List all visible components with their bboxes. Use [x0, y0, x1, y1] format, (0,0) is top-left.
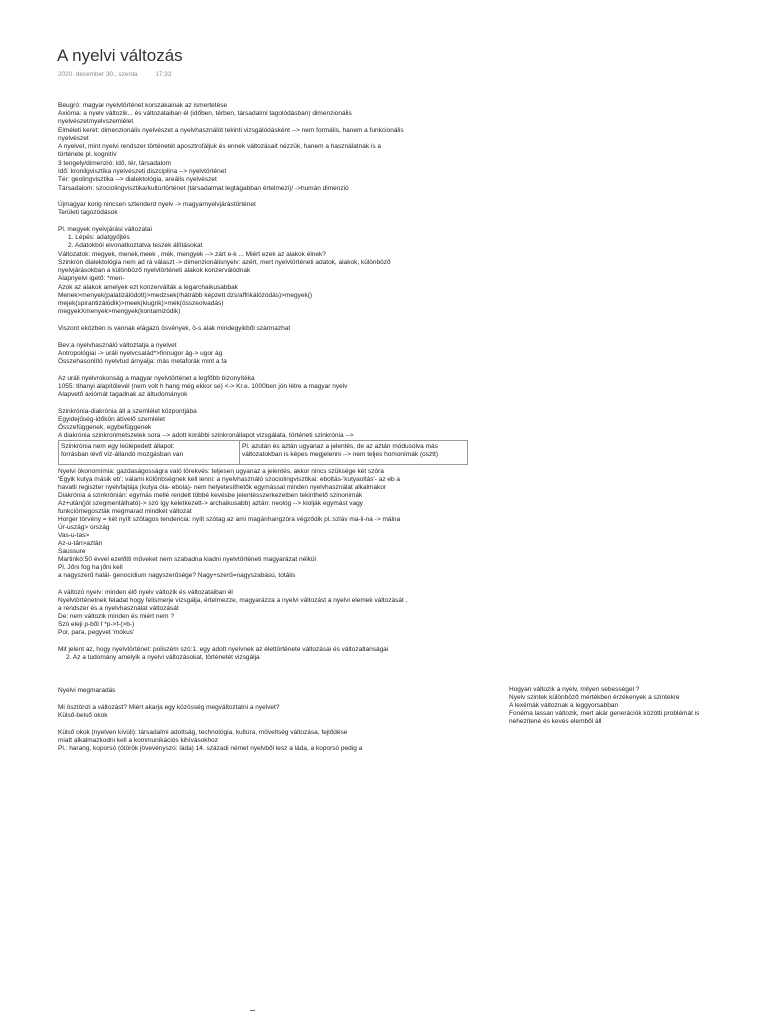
side-note-line: Hogyan változik a nyelv, milyen sebességel ? — [509, 686, 640, 693]
note-line: Bev:a nyelvhasználó változtatja a nyelvet — [58, 342, 177, 349]
side-note-line: nehezítené és kevés elemből áll — [509, 718, 602, 725]
page-footer-mark — [250, 1010, 255, 1011]
note-line: miatt alkalmazkodni kell a kommunikációs kihívásokhoz — [58, 737, 219, 744]
note-line: De: nem változik minden és miért nem ? — [58, 613, 174, 620]
note-line: Por, para, pegyvet 'mókus' — [58, 629, 135, 636]
note-line: Mi ösztönzi a változást? Miért akarja egy közösség megváltoztatni a nyelvet? — [58, 704, 280, 711]
note-line: Diakrónia a szinkrónián: egymás mellé rendelt többé kevésbe jelentésszerkezetben tekinthető szinonimák — [58, 492, 363, 499]
note-line: funkciómegoszták megmarad mindkét változat — [58, 508, 192, 515]
side-note-line: Nyelv szintek különböző mértékben érzékenyek a szintekre — [509, 694, 680, 701]
note-line: Az-u-tán>aztán — [58, 540, 103, 547]
list-item: 2. Az a tudomány amelyik a nyelvi változásokat, történetét vizsgálja — [66, 654, 260, 661]
note-line: 3 tengely/dimenzió: idő, tér, társadalom — [58, 160, 172, 167]
note-line: nyelvészet/nyelvszemlélet — [58, 118, 134, 125]
note-line: Viszont eközben is vannak elágazó ösvények, ö-s alak mindegyikből származhat — [58, 325, 291, 332]
side-note-line: A lexémák változnak a leggyorsabban — [509, 702, 619, 709]
note-line: Pl. megyek nyelvjárási változatai — [58, 226, 152, 233]
note-line: A nyelvet, mint nyelvi rendszer történetét aposztrofáljuk és ennek változásait nézzük, hanem a használatnak is a — [58, 143, 382, 150]
note-line: A változó nyelv: minden élő nyelv változik és változataiban él — [58, 589, 233, 596]
note-line: története pl. kognitív — [58, 151, 117, 158]
note-line: Alapnyelvi igető: *men- — [58, 275, 125, 282]
note-line: Külső-belső okok — [58, 712, 108, 719]
note-line: Menek>menyek(palatizálódott)>medzsek(/hátrább képzett dzs/affrikálózódás)>megyek() — [58, 292, 313, 299]
note-line: Antropológiai -> uráli nyelvcsalád*>finnugor ág-> ugor ág — [58, 350, 223, 357]
side-note-line: Fonéma lassan változik, mert akár generációk közötti problémát is — [509, 710, 700, 717]
note-line: Szinkrón dialektológia nem ad rá választ -> dimenzionálisnyelv: azért, mert nyelvtörténeti adatok, alakok, különböző — [58, 259, 391, 266]
section-heading: Nyelvi megmaradás — [58, 687, 116, 694]
table-cell-text: Pl. azután és aztán ugyanaz a jelentés, de az aztán módusolva más — [242, 443, 438, 450]
page-date: 2020. december 30., szerda — [58, 71, 138, 78]
note-line: megyekXmenyek>mengyek(kontamizódik) — [58, 308, 181, 315]
note-line: Pl.: harang, koporsó (ötörök jövevényszó: láda) 14. századi német nyelvből lesz a láda, a koporsó pedig a — [58, 745, 363, 752]
note-line: Beugró: magyar nyelvtörténet korszakainak az ismertetése — [58, 102, 228, 109]
note-line: Mit jelent az, hogy nyelvtörténet: poliszém szó:1. egy adott nyelvnek az élettörténete változásai és változatlanságai — [58, 646, 389, 653]
note-line: havatli regiszter nyelvfajtája (kutya óla- ebola)- nem helyetesíthetők egymással minden nyelvhasználat alkalmakor — [58, 484, 387, 491]
note-line: Axióma: a nyelv változik... és változataiban él (időben, térben, társadalmi tagolódásban) dimenzionális — [58, 110, 352, 117]
table-cell-text: forrásban lévő víz-állandó mozgásban van — [61, 451, 184, 458]
note-line: Külső okok (nyelven kívüli): társadalmi adottság, technológia, kultúra, műveltség változása, fejlődése — [58, 729, 348, 736]
note-line: Nyelvi ökonomímia: gazdaságosságra való törekvés: teljesen ugyanaz a jelentés, akkor nincs szüksége két szóra — [58, 468, 384, 475]
note-table — [58, 440, 468, 465]
note-line: a nagyszerű halál- genocídium nagyszerűsége? Nagy+szerű=nagyszabású, totális — [58, 572, 296, 579]
list-item: 1. Lépés: adatgyűjtés — [68, 234, 130, 241]
note-line: Idő: kronilgvisztika nyelvészeti diszciplína --> nyelvtörténet — [58, 168, 227, 175]
note-line: mejek(spirantizálódik)>meek(kiugrik)>mék(összeolvadás) — [58, 300, 224, 307]
note-line: A diakrónia szinkronmetszetek sora --> adott korábbi szinkronállapot vizsgálata, történeti szinkrónia --> — [58, 432, 354, 439]
note-line: Azok az alakok amelyek ezt konzerválták a legarchaikusabbak — [58, 284, 238, 291]
note-line: Az+után(jól szegmentálható)-> szó így keletkezett-> archaikusabb) aztán: neológ --> kiolják egymást vagy — [58, 500, 363, 507]
note-line: Szinkrónia-diakrónia áll a szemlélet központjába — [58, 408, 197, 415]
note-line: a rendszer és a nyelvhasználat változását — [58, 605, 179, 612]
note-line: Martinkó:50 évvel ezelőtti műveket nem szabadna kiadni nyelvtörténeti magyarázat nélkül — [58, 556, 316, 563]
note-line: Nyelvtörténetnek feladat hogy felismerje vizsgálja, értelmezze, magyarázza a nyelvi változást a nyelvi elemek változását , — [58, 597, 408, 604]
list-item: 2. Adatokból elvonatkoztatva teszek állításokat — [68, 242, 203, 249]
note-line: Úr-uszág> ország — [58, 524, 110, 531]
note-line: 1055: tihanyi alapítólevél (nem volt h hang még ekkor se) <-> Kr.e. 1000ben jön létre a magyar nyelv — [58, 383, 348, 390]
note-line: Újmagyar korig nincsen sztenderd nyelv -> magyarnyelvjárástörténet — [58, 201, 256, 208]
note-line: Változatok: megyek, menek,meek , mék, mengyek --> zárt e-k ... Miért ezek az alakok élnek? — [58, 251, 326, 258]
note-line: Társadalom: szociolingvisztika/kultúrtörténet (társadalmat legtágabban értelmezi)/ ->humán dimenzió — [58, 185, 349, 192]
note-line: Saussure — [58, 548, 86, 555]
note-line: Összehasonlító nyelvtud árnyalja: más metaforák mint a fa — [58, 358, 227, 365]
table-cell-text: Szinkrónia nem egy leülepedett állapot: — [61, 443, 175, 450]
note-line: 'Egyik kutya másik eb': valami különbségnek kell lenni: a nyelvhasználó szociolingvisztikai: eboltás-'kutyaoltás'- az eb a — [58, 476, 401, 483]
note-line: Pl. Jőni fog ha jőni kell — [58, 564, 123, 571]
note-line: Az uráli nyelvrokonság a magyar nyelvtörténet a legfőbb bizonyítéka — [58, 375, 255, 382]
table-cell — [59, 441, 240, 464]
note-line: nyelvészet — [58, 135, 89, 142]
note-line: nyelvjárásokban a különböző nyelvtörténeti alakok konzerválódnak — [58, 267, 251, 274]
page-title: A nyelvi változás — [57, 46, 183, 65]
page-meta — [58, 71, 187, 78]
table-cell — [240, 441, 468, 464]
note-line: Vas-u-tas> — [58, 532, 90, 539]
note-line: Horger törvény = két nyílt szótagos tendencia: nyílt szótag az ami magánhangzóra végződik pl.:szláv ma-li-na -> málna — [58, 516, 401, 523]
table-cell-text: változatokban is képes megjelenni --> nem teljes homonímák (osztt) — [242, 451, 438, 458]
note-line: Egyidejűség-időkön átívelő szemlélet — [58, 416, 165, 423]
note-line: Alapvető axiómát tagadnak az áltudományok — [58, 391, 188, 398]
note-line: Területi tagozódások — [58, 209, 118, 216]
note-line: Szó eleji p-ből f *p->f-(>b-) — [58, 621, 135, 628]
note-line: Tér: geolingvisztika --> dialektológia, areális nyelvészet — [58, 176, 217, 183]
note-line: Elméleti keret: dimenzionális nyelvészet a nyelvhasználót tekinti vizsgálódásként --> nem formális, hanem a funkcionális — [58, 127, 404, 134]
page-time: 17:33 — [155, 71, 172, 78]
note-line: Összefüggenek, egybefüggenek — [58, 424, 152, 431]
